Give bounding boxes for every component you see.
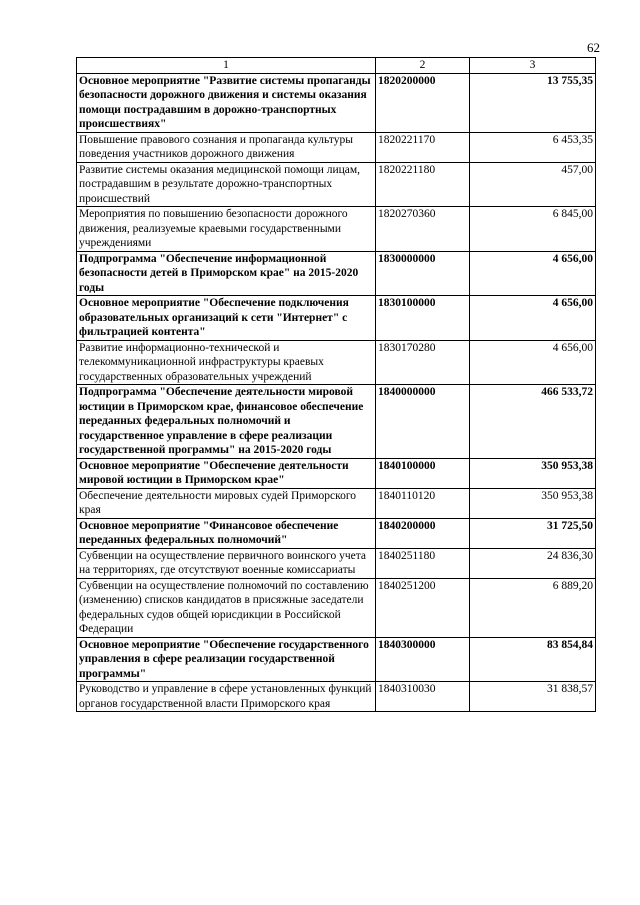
table-row: [77, 207, 596, 252]
row-amount: 4 656,00: [470, 251, 596, 296]
table-row: [77, 458, 596, 488]
row-code: 1840200000: [376, 518, 470, 548]
row-code: 1820221170: [376, 132, 470, 162]
row-name: Мероприятия по повышению безопасности дорожного движения, реализуемые краевыми государственными учреждениями: [77, 207, 376, 252]
row-code: 1820270360: [376, 207, 470, 252]
row-code: 1830000000: [376, 251, 470, 296]
row-name: Основное мероприятие "Финансовое обеспечение переданных федеральных полномочий": [77, 518, 376, 548]
table-row: [77, 340, 596, 385]
row-amount: 350 953,38: [470, 458, 596, 488]
table-row: [77, 637, 596, 682]
table-row: [77, 385, 596, 459]
row-amount: 31 725,50: [470, 518, 596, 548]
table-row: [77, 578, 596, 637]
header-col-2: 2: [376, 58, 470, 74]
row-amount: 4 656,00: [470, 296, 596, 341]
table-row: [77, 162, 596, 207]
row-code: 1840251180: [376, 548, 470, 578]
row-amount: 83 854,84: [470, 637, 596, 682]
row-name: Подпрограмма "Обеспечение деятельности мировой юстиции в Приморском крае, финансовое обеспечение переданных федеральных полномочий и государственное управление в сфере реализации государственной программы" на 2015-2020 годы: [77, 385, 376, 459]
row-name: Основное мероприятие "Развитие системы пропаганды безопасности дорожного движения и системы оказания помощи пострадавшим в дорожно-транспортных происшествиях": [77, 73, 376, 132]
row-name: Руководство и управление в сфере установленных функций органов государственной власти Приморского края: [77, 682, 376, 712]
row-amount: 24 836,30: [470, 548, 596, 578]
row-name: Обеспечение деятельности мировых судей Приморского края: [77, 488, 376, 518]
row-name: Субвенции на осуществление полномочий по составлению (изменению) списков кандидатов в присяжные заседатели федеральных судов общей юрисдикции в Российской Федерации: [77, 578, 376, 637]
row-code: 1840251200: [376, 578, 470, 637]
row-code: 1830170280: [376, 340, 470, 385]
row-code: 1820221180: [376, 162, 470, 207]
table-row: [77, 73, 596, 132]
table-row: [77, 296, 596, 341]
header-col-3: 3: [470, 58, 596, 74]
table-row: [77, 251, 596, 296]
row-name: Повышение правового сознания и пропаганда культуры поведения участников дорожного движения: [77, 132, 376, 162]
table-row: [77, 488, 596, 518]
table-row: [77, 518, 596, 548]
row-code: 1840300000: [376, 637, 470, 682]
table-row: [77, 682, 596, 712]
row-amount: 457,00: [470, 162, 596, 207]
row-code: 1840310030: [376, 682, 470, 712]
row-code: 1840100000: [376, 458, 470, 488]
header-col-1: 1: [77, 58, 376, 74]
row-code: 1840000000: [376, 385, 470, 459]
row-name: Основное мероприятие "Обеспечение деятельности мировой юстиции в Приморском крае": [77, 458, 376, 488]
row-name: Подпрограмма "Обеспечение информационной безопасности детей в Приморском крае" на 2015-2020 годы: [77, 251, 376, 296]
row-code: 1830100000: [376, 296, 470, 341]
row-amount: 6 845,00: [470, 207, 596, 252]
row-name: Развитие информационно-технической и телекоммуникационной инфраструктуры краевых государственных образовательных учреждений: [77, 340, 376, 385]
row-amount: 466 533,72: [470, 385, 596, 459]
row-amount: 31 838,57: [470, 682, 596, 712]
row-amount: 6 889,20: [470, 578, 596, 637]
row-amount: 4 656,00: [470, 340, 596, 385]
page-number: 62: [587, 40, 600, 55]
row-code: 1840110120: [376, 488, 470, 518]
row-name: Развитие системы оказания медицинской помощи лицам, пострадавшим в результате дорожно-транспортных происшествий: [77, 162, 376, 207]
row-amount: 350 953,38: [470, 488, 596, 518]
row-code: 1820200000: [376, 73, 470, 132]
header-row: [77, 58, 596, 74]
row-amount: 6 453,35: [470, 132, 596, 162]
table-row: [77, 132, 596, 162]
budget-table: [76, 57, 596, 712]
table-row: [77, 548, 596, 578]
row-name: Субвенции на осуществление первичного воинского учета на территориях, где отсутствуют военные комиссариаты: [77, 548, 376, 578]
row-name: Основное мероприятие "Обеспечение подключения образовательных организаций к сети "Интернет" с фильтрацией контента": [77, 296, 376, 341]
row-amount: 13 755,35: [470, 73, 596, 132]
row-name: Основное мероприятие "Обеспечение государственного управления в сфере реализации государственной программы": [77, 637, 376, 682]
